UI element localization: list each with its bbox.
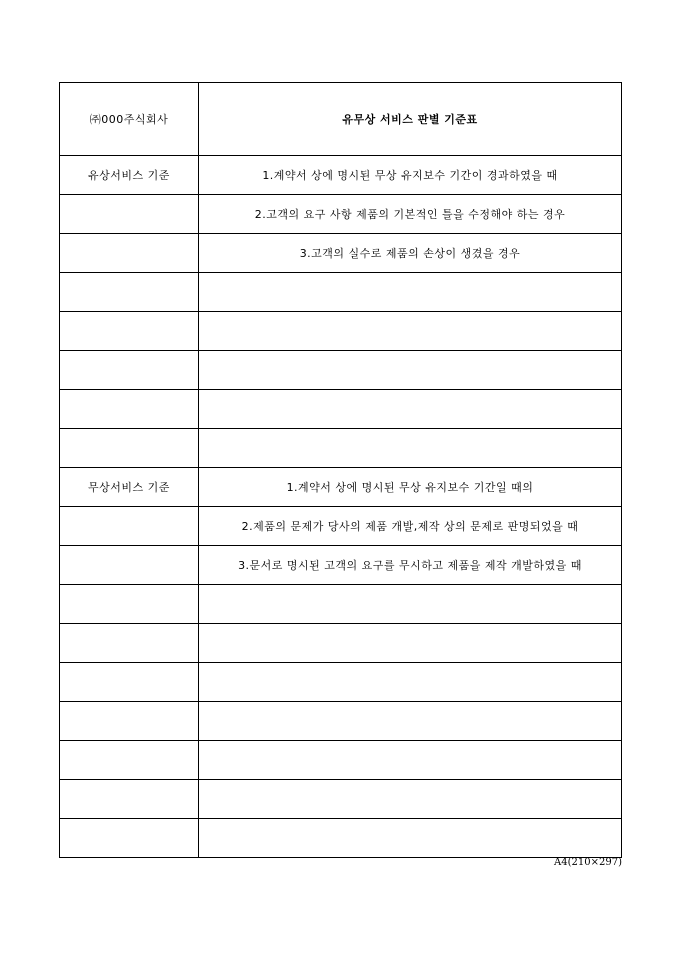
table-row [60,312,622,351]
table-row [60,819,622,858]
table-row [60,429,622,468]
table-row [60,468,622,507]
empty-cell [60,507,199,546]
paper-size-note: A4(210×297) [554,857,622,868]
empty-cell [60,351,199,390]
service-criteria-table [59,82,622,858]
table-row [60,741,622,780]
empty-cell [60,741,199,780]
empty-cell [60,819,199,858]
empty-cell [60,429,199,468]
empty-cell [60,663,199,702]
document-title: 유무상 서비스 판별 기준표 [199,83,622,156]
free-criterion-1: 1.계약서 상에 명시된 무상 유지보수 기간일 때의 [199,468,622,507]
free-criterion-3: 3.문서로 명시된 고객의 요구를 무시하고 제품을 제작 개발하였을 때 [199,546,622,585]
table-row [60,273,622,312]
empty-cell [60,234,199,273]
paid-criterion-2: 2.고객의 요구 사항 제품의 기본적인 틀을 수정해야 하는 경우 [199,195,622,234]
empty-cell [199,702,622,741]
empty-cell [60,195,199,234]
table-row [60,663,622,702]
free-service-label: 무상서비스 기준 [60,468,199,507]
table-row [60,156,622,195]
table-row [60,390,622,429]
empty-cell [60,390,199,429]
empty-cell [199,741,622,780]
empty-cell [199,585,622,624]
free-criterion-2: 2.제품의 문제가 당사의 제품 개발,제작 상의 문제로 판명되었을 때 [199,507,622,546]
empty-cell [199,351,622,390]
table-row [60,546,622,585]
table-row [60,507,622,546]
empty-cell [199,429,622,468]
empty-cell [199,390,622,429]
empty-cell [199,780,622,819]
table-row [60,195,622,234]
header-row [60,83,622,156]
empty-cell [60,702,199,741]
paid-criterion-3: 3.고객의 실수로 제품의 손상이 생겼을 경우 [199,234,622,273]
empty-cell [60,624,199,663]
empty-cell [199,312,622,351]
table-row [60,351,622,390]
empty-cell [199,273,622,312]
empty-cell [60,546,199,585]
empty-cell [199,624,622,663]
empty-cell [60,312,199,351]
table-row [60,585,622,624]
empty-cell [199,663,622,702]
paid-criterion-1: 1.계약서 상에 명시된 무상 유지보수 기간이 경과하였을 때 [199,156,622,195]
empty-cell [199,819,622,858]
company-name: ㈜000주식회사 [60,83,199,156]
paid-service-label: 유상서비스 기준 [60,156,199,195]
table-row [60,624,622,663]
empty-cell [60,780,199,819]
empty-cell [60,585,199,624]
table-row [60,702,622,741]
table-row [60,234,622,273]
empty-cell [60,273,199,312]
table-row [60,780,622,819]
